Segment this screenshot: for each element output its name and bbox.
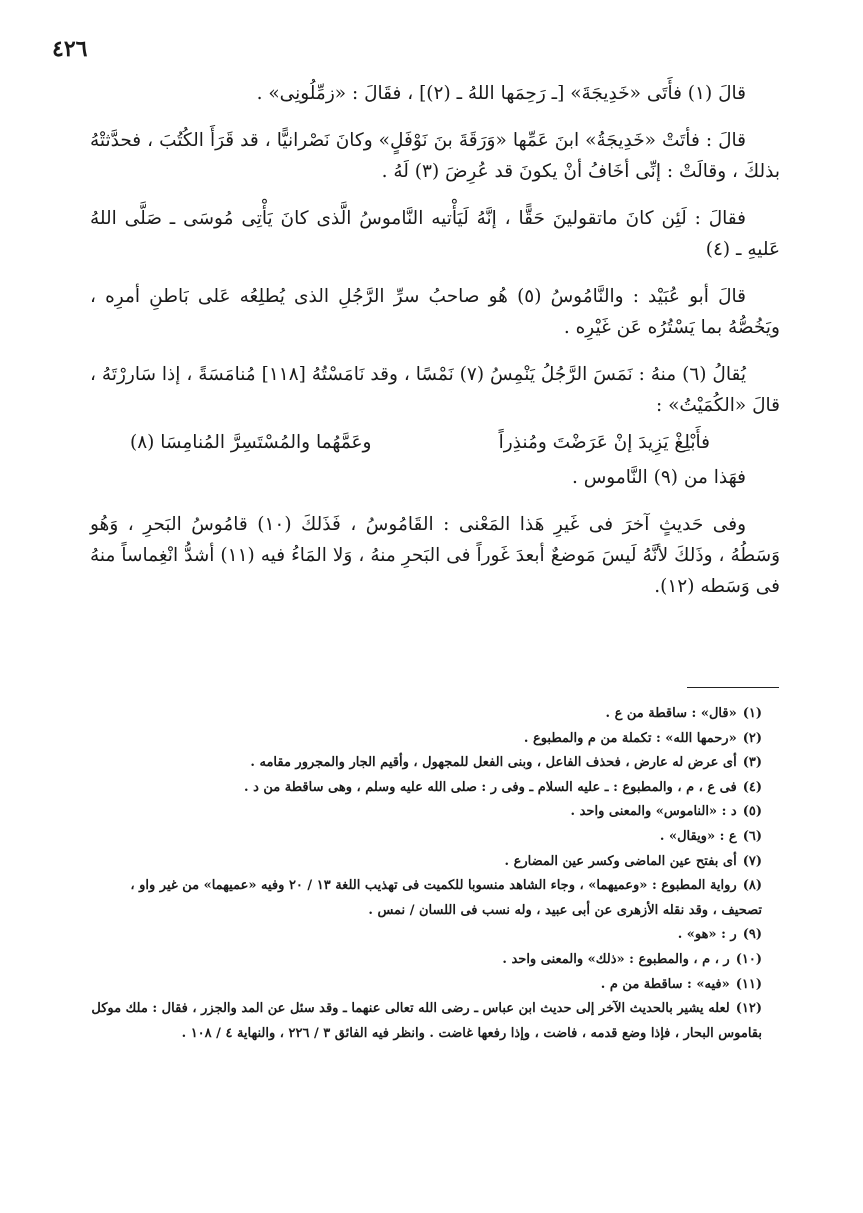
poetry-verse (130, 427, 710, 458)
paragraph-1: قالَ (١) فأَتَى «خَدِيجَةَ» [ـ رَحِمَها اللهُ ـ (٢)] ، فقَالَ : «زمِّلُونِى» . (256, 83, 746, 104)
footnote (90, 800, 782, 825)
paragraph-final: وفى حَديثٍ آخرَ فى غَيرِ هَذا المَعْنى : القَامُوسُ ، فَذَلكَ (١٠) قامُوسُ البَحرِ ، وَهُو وَسَطُهُ ، وذَلكَ لأنَّهُ لَيسَ مَوضعٌ أبعدَ غَوراً فى البَحرِ منهُ ، وَلا المَاءُ فيه (١١) أشدُّ انْغِماساً منهُ فى وَسَطه (١٢). (90, 514, 781, 597)
paragraph-after-verse: فهَذا من (٩) النَّاموس . (571, 467, 746, 488)
footnote-text: ع : «ويقال» . (659, 828, 737, 844)
footnote-number: (٧) (742, 853, 762, 869)
footnote (90, 751, 782, 776)
paragraph-3: فقالَ : لَئِن كانَ ماتقولينَ حَقًّا ، إنَّهُ لَيَأْتيه النَّاموسُ الَّذى كانَ يَأْتِى مُوسَى ـ صَلَّى اللهُ عَليهِ ـ (٤) (90, 208, 780, 260)
footnotes (90, 702, 782, 1046)
footnote-text: لعله يشير بالحديث الآخر إلى حديث ابن عباس ـ رضى الله تعالى عنهما ـ وقد سئل عن المد والجزر ، فقال : ملك موكل بقاموس البحار ، فإذا وضع قدمه ، فاضت ، وإذا رفعها غاضت . وانظر فيه الفائق ٣ / ٢٢٦ ، والنهاية ٤ / ١٠٨ . (91, 1001, 762, 1041)
verse-first-hemistich: فأَبْلِغْ يَزِيدَ إنْ عَرَضْتَ ومُنذِراً (498, 432, 710, 453)
footnote-text: د : «الناموس» والمعنى واحد . (570, 804, 737, 820)
footnote-text: فى ع ، م ، والمطبوع : ـ عليه السلام ـ وفى ر : صلى الله عليه وسلم ، وهى ساقطة من د . (244, 779, 737, 795)
footnote-number: (٩) (742, 927, 762, 943)
footnote (90, 874, 782, 923)
paragraph-2: قالَ : فأتَتْ «خَدِيجَةُ» ابنَ عَمِّها «وَرَقَةَ بنَ نَوْفَلٍ» وكانَ نَصْرانيًّا ، قد قَرَأَ الكُتُبَ ، فحدَّثتْهُ بذلكَ ، وقالَتْ : إنِّى أخَافُ أنْ يكونَ قد عُرِضَ (٣) لَهُ . (90, 130, 780, 182)
footnote-number: (٥) (742, 804, 762, 820)
main-text (90, 78, 780, 618)
footnote (90, 702, 782, 727)
footnote-number: (٢) (742, 730, 762, 746)
paragraph-5: يُقالُ (٦) منهُ : نَمَسَ الرَّجُلُ يَنْمِسُ (٧) نَمْسًا ، وقد نَامَسْتُهُ [١١٨] مُنامَسَةً ، إذا سَاررْتَهُ ، قالَ «الكُمَيْتُ» : (90, 364, 780, 416)
footnote-text: ر : «هو» . (677, 927, 737, 943)
footnote-text: ر ، م ، والمطبوع : «ذلك» والمعنى واحد . (502, 951, 730, 967)
footnote (90, 948, 782, 973)
footnote-number: (٤) (742, 779, 762, 795)
footnote-number: (٦) (742, 828, 762, 844)
footnote-text: أى عرض له عارض ، فحذف الفاعل ، وبنى الفعل للمجهول ، وأقيم الجار والمجرور مقامه . (250, 755, 737, 771)
footnote-number: (٣) (742, 755, 762, 771)
footnote-text: رواية المطبوع : «وعميهما» ، وجاء الشاهد منسوبا للكميت فى تهذيب اللغة ١٣ / ٢٠ وفيه «عميهما» من غير واو ، تصحيف ، وقد نقله الأزهرى عن أبى عبيد ، وله نسب فى اللسان / نمس . (130, 878, 762, 918)
paragraph-4: قالَ أبو عُبَيْد : والنَّامُوسُ (٥) هُو صاحبُ سرِّ الرَّجُلِ الذى يُطلِعُه عَلى بَاطنِ أمرِه ، ويَخُصُّهُ بما يَسْتُرُه عَن غَيْرِه . (90, 286, 780, 338)
footnote-text: «قال» : ساقطة من ع . (605, 706, 737, 721)
footnote (90, 997, 782, 1046)
page-number: ٤٢٦ (52, 36, 88, 62)
footnote-number: (١) (742, 706, 762, 721)
footnote (90, 850, 782, 875)
footnote (90, 776, 782, 801)
footnote-text: «فيه» : ساقطة من م . (600, 976, 730, 992)
footnote-number: (١١) (735, 976, 762, 992)
footnote-divider (687, 687, 779, 688)
footnote (90, 923, 782, 948)
footnote-number: (٨) (742, 878, 762, 894)
footnote-text: أى بفتح عين الماضى وكسر عين المضارع . (504, 853, 737, 869)
footnote (90, 973, 782, 998)
footnote-text: «رحمها الله» : تكملة من م والمطبوع . (523, 730, 737, 746)
footnote-number: (١٢) (735, 1001, 762, 1017)
verse-second-hemistich: وعَمَّهُما والمُسْتَسِرَّ المُنامِسَا (٨) (130, 432, 372, 453)
footnote-number: (١٠) (735, 951, 762, 967)
footnote (90, 727, 782, 752)
footnote (90, 825, 782, 850)
